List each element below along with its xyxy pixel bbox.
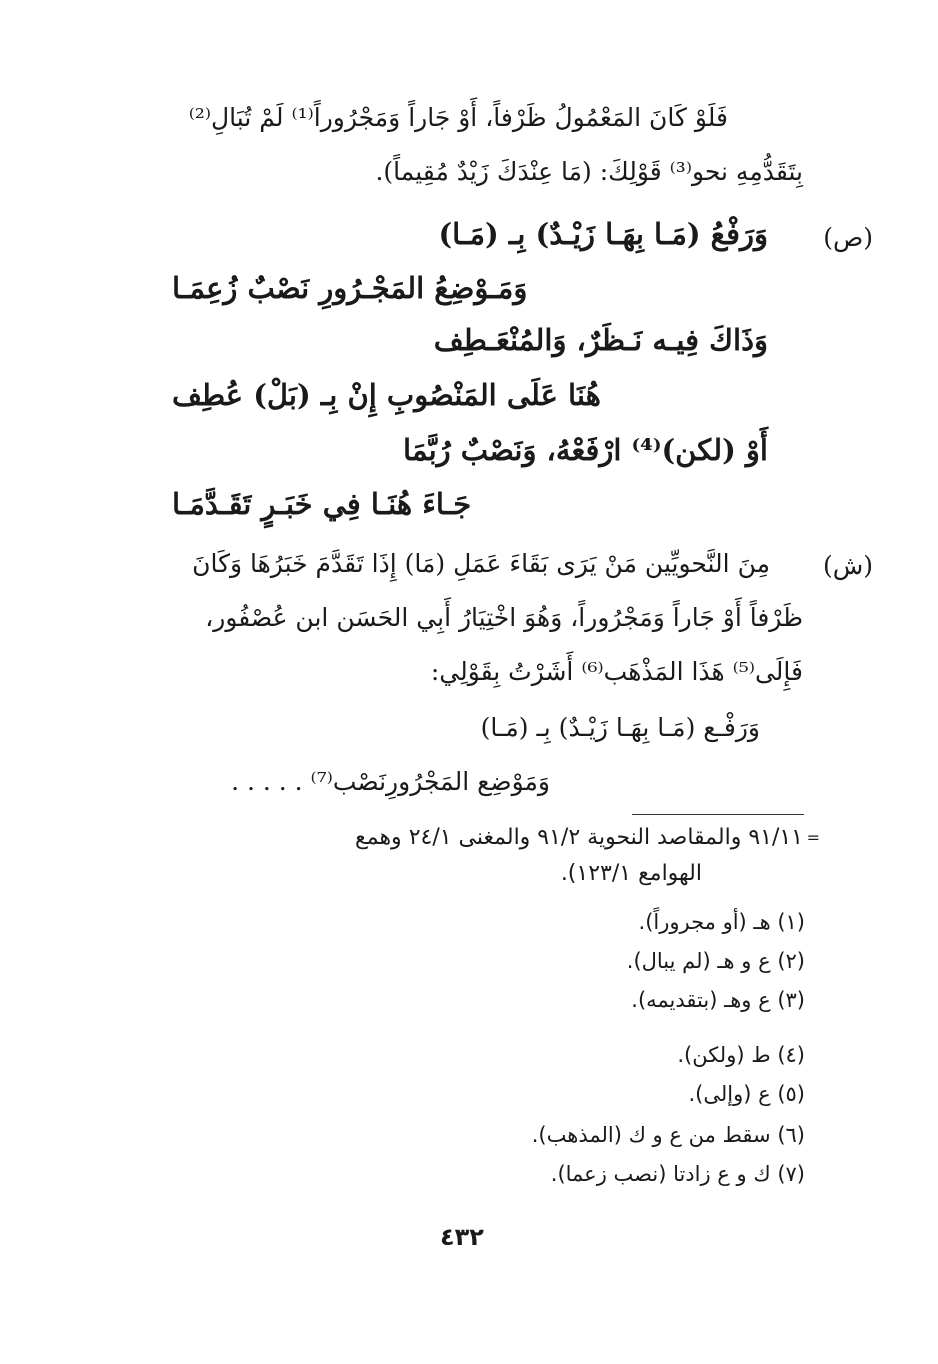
section-label-shin: (ش): [822, 551, 873, 580]
body-line: فَإِلَى⁽⁵⁾ هَذَا المَذْهَب⁽⁶⁾ أَشَرْتُ بِقَوْلِي:: [430, 657, 803, 686]
body-line: فَلَوْ كَانَ المَعْمُولُ ظَرْفاً، أَوْ جَاراً وَمَجْرُوراً⁽¹⁾ لَمْ تُبَالِ⁽²⁾: [188, 103, 728, 132]
continuation-mark: =: [806, 828, 820, 847]
footnote: (٧) ك و ع زادتا (نصب زعما).: [550, 1162, 805, 1186]
quoted-verse: وَمَوْضِع المَجْرُورِنَصْب⁽⁷⁾ . . . . .: [231, 767, 550, 796]
footnote-continuation-line: ٩١/١١ والمقاصد النحوية ٩١/٢ والمغنى ٢٤/١ وهمع: [355, 825, 803, 850]
footnote-separator: [632, 814, 804, 815]
footnote-continuation-line: الهوامع ١٢٣/١).: [560, 861, 702, 886]
footnote: (٣) ع وهـ (بتقديمه).: [631, 988, 805, 1012]
poem-verse: جَـاءَ هُنَـا فِي خَبَـرٍ تَقَـدَّمَـا: [172, 487, 472, 521]
poem-verse: وَمَـوْضِعُ المَجْـرُورِ نَصْبٌ زُعِمَـا: [172, 271, 528, 305]
footnote: (٦) سقط من ع و ك (المذهب).: [531, 1123, 805, 1147]
body-line: ظَرْفاً أَوْ جَاراً وَمَجْرُوراً، وَهُوَ اخْتِيَارُ أَبِي الحَسَن ابن عُصْفُور،: [205, 603, 803, 632]
body-line: بِتَقَدُّمِهِ نحو⁽³⁾ قَوْلِكَ: (مَا عِنْدَكَ زَيْدٌ مُقِيماً).: [375, 157, 803, 186]
footnote: (٤) ط (ولكن).: [677, 1043, 805, 1067]
poem-verse: وَرَفْعُ (مَـا بِهَـا زَيْـدٌ) بِـ (مَـا): [438, 217, 768, 251]
poem-verse: وَذَاكَ فِيـه نَـظَرٌ، وَالمُنْعَـطِف: [433, 323, 768, 357]
page-number: ٤٣٢: [440, 1223, 484, 1251]
footnote: (٥) ع (وإلى).: [688, 1082, 805, 1106]
quoted-verse: وَرَفْـع (مَـا بِهَـا زَيْـدٌ) بِـ (مَـا): [480, 713, 760, 742]
section-label-sad: (ص): [823, 223, 873, 252]
footnote: (٢) ع و هـ (لم يبال).: [626, 949, 805, 973]
body-line: مِنَ النَّحويِّين مَنْ يَرَى بَقَاءَ عَمَلِ (مَا) إِذَا تَقَدَّمَ خَبَرُهَا وَكَانَ: [192, 549, 770, 578]
poem-verse: أَوْ (لكن)⁽⁴⁾ ارْفَعْهُ، وَنَصْبٌ رُبَّمَا: [402, 433, 768, 467]
footnote: (١) هـ (أو مجروراً).: [638, 910, 805, 934]
poem-verse: هُنَا عَلَى المَنْصُوبِ إِنْ بِـ (بَلْ) عُطِف: [172, 378, 601, 412]
